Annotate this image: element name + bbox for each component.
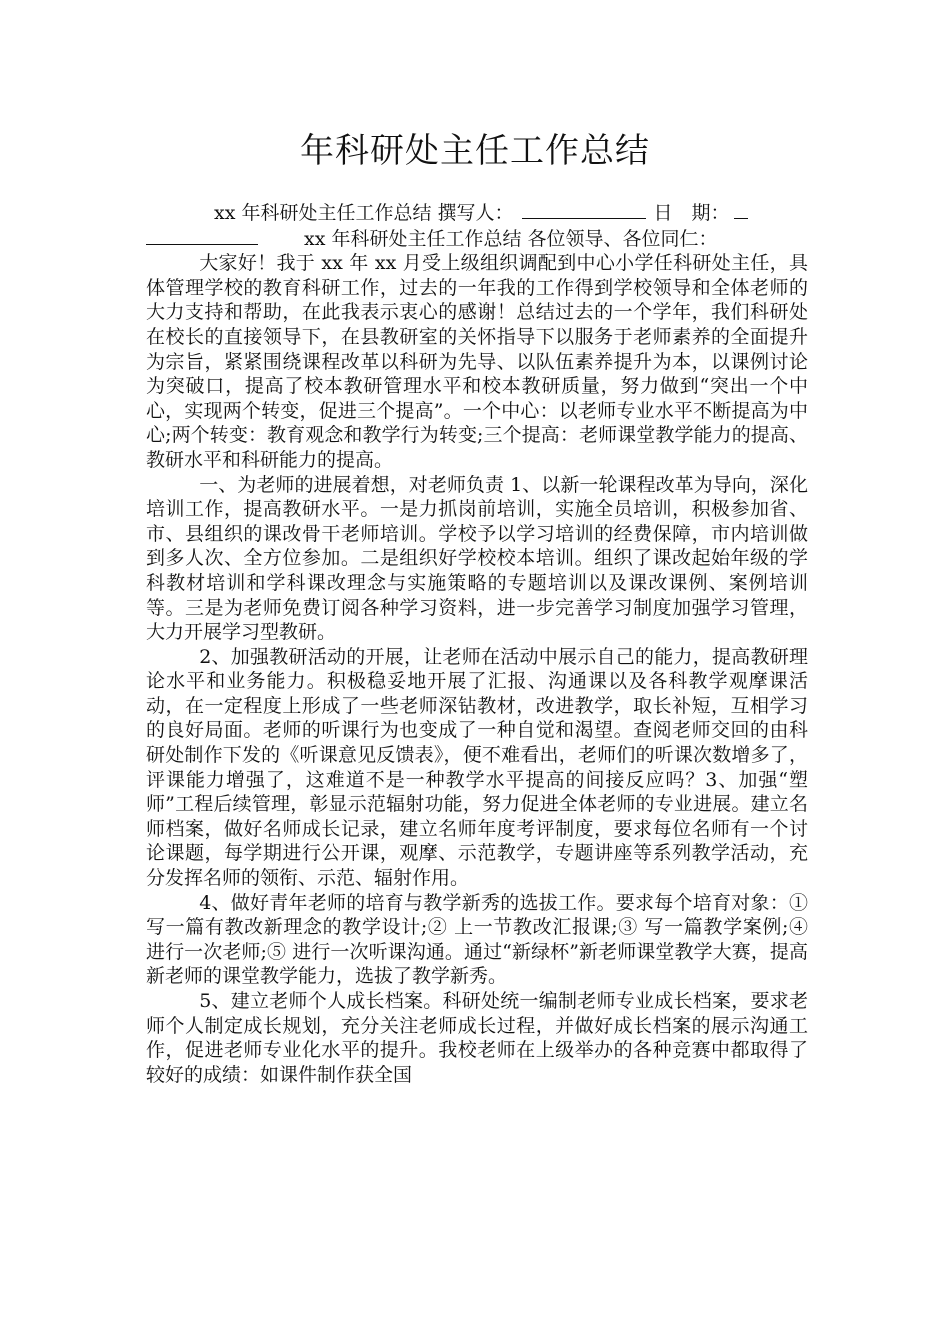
document-body [146, 200, 808, 1087]
meta-heading: xx 年科研处主任工作总结 [214, 202, 432, 224]
greeting: 各位领导、各位同仁： [527, 227, 718, 250]
author-label: 撰写人： [437, 202, 514, 224]
paragraph-section-2: 2、加强教研活动的开展，让老师在活动中展示自己的能力，提高教研理论水平和业务能力。积极稳妥地开展了汇报、沟通课以及各科教学观摩课活动，在一定程度上形成了一些老师深钻教材，改进教学，取长补短，互相学习的良好局面。老师的听课行为也变成了一种自觉和渴望。查阅老师交回的由科研处制作下发的《听课意见反馈表》，便不难看出，老师们的听课次数增多了，评课能力增强了，这难道不是一种教学水平提高的间接反应吗？3、加强“塑师”工程后续管理，彰显示范辐射功能，努力促进全体老师的专业进展。建立名师档案，做好名师成长记录，建立名师年度考评制度，要求每位名师有一个讨论课题，每学期进行公开课，观摩、示范教学，专题讲座等系列教学活动，充分发挥名师的领衔、示范、辐射作用。 [146, 645, 808, 890]
date-label: 日 期： [653, 202, 730, 224]
author-blank [522, 200, 646, 219]
date-blank [734, 200, 748, 219]
document-title: 年科研处主任工作总结 [300, 131, 650, 171]
paragraph-section-1: 一、为老师的进展着想，对老师负责 1、以新一轮课程改革为导向，深化培训工作，提高教研水平。一是力抓岗前培训，实施全员培训，积极参加省、市、县组织的课改骨干老师培训。学校予以学习培训的经费保障，市内培训做到多人次、全方位参加。二是组织好学校校本培训。组织了课改起始年级的学科教材培训和学科课改理念与实施策略的专题培训以及课改课例、案例培训等。三是为老师免费订阅各种学习资料，进一步完善学习制度加强学习管理，大力开展学习型教研。 [146, 473, 808, 644]
meta-heading-repeat: xx 年科研处主任工作总结 [304, 227, 522, 250]
date-blank-continued [146, 226, 258, 245]
paragraph-intro: 大家好！我于 xx 年 xx 月受上级组织调配到中心小学任科研处主任，具体管理学校的教育科研工作，过去的一年我的工作得到学校领导和全体老师的大力支持和帮助，在此我表示衷心的感谢！总结过去的一个学年，我们科研处在校长的直接领导下，在县教研室的关怀指导下以服务于老师素养的全面提升为宗旨，紧紧围绕课程改革以科研为先导、以队伍素养提升为本，以课例讨论为突破口，提高了校本教研管理水平和校本教研质量，努力做到“突出一个中心，实现两个转变，促进三个提高”。一个中心：以老师专业水平不断提高为中心;两个转变：教育观念和教学行为转变;三个提高：老师课堂教学能力的提高、教研水平和科研能力的提高。 [146, 252, 808, 471]
paragraph-section-4: 4、做好青年老师的培育与教学新秀的选拔工作。要求每个培育对象：①写一篇有教改新理念的教学设计;② 上一节教改汇报课;③ 写一篇教学案例;④ 进行一次老师;⑤ 进行一次听课沟通。通过“新绿杯”新老师课堂教学大赛，提高新老师的课堂教学能力，选拔了教学新秀。 [146, 891, 808, 988]
paragraph-section-5: 5、建立老师个人成长档案。科研处统一编制老师专业成长档案，要求老师个人制定成长规划，充分关注老师成长过程，并做好成长档案的展示沟通工作，促进老师专业化水平的提升。我校老师在上级举办的各种竞赛中都取得了较好的成绩：如课件制作获全国 [146, 990, 808, 1086]
meta-line-2 [146, 226, 808, 252]
meta-line-1 [146, 200, 808, 226]
